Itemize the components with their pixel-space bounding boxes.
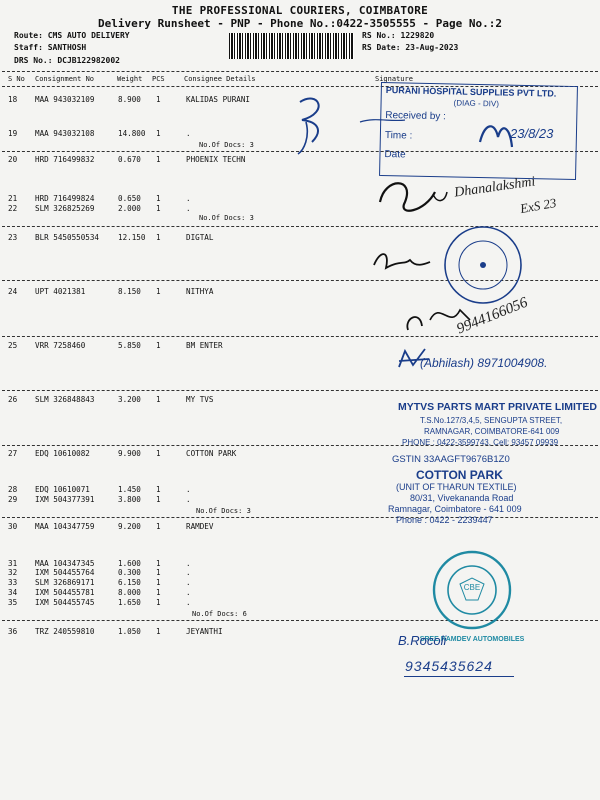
row-weight: 9.900: [118, 449, 141, 458]
row-weight: 0.670: [118, 155, 141, 164]
row-consignment-no: HRD 716499832: [35, 155, 95, 164]
row-consignment-no: HRD 716499824: [35, 194, 95, 203]
row-weight: 8.150: [118, 287, 141, 296]
row-consignee: JEYANTHI: [186, 627, 223, 636]
row-weight: 5.850: [118, 341, 141, 350]
mytvs-stamp-title: MYTVS PARTS MART PRIVATE LIMITED: [398, 401, 597, 413]
row-pcs: 1: [156, 495, 161, 504]
row-pcs: 1: [156, 155, 161, 164]
row-consignment-no: EDQ 10610071: [35, 485, 90, 494]
handwritten-phone: 9944166056: [454, 294, 531, 338]
row-serial: 30: [8, 522, 18, 531]
cotton-stamp-title: COTTON PARK: [416, 468, 503, 482]
handwritten-name: Dhanalakshmi: [453, 174, 537, 201]
signature-underline: [404, 676, 514, 677]
row-serial: 33: [8, 578, 18, 587]
row-consignee: .: [186, 588, 191, 597]
row-consignment-no: SLM 326869171: [35, 578, 95, 587]
stamp-received-label: Received by :: [385, 110, 446, 123]
route-label: Route: CMS AUTO DELIVERY: [14, 31, 130, 40]
row-serial: 31: [8, 559, 18, 568]
row-consignee: .: [186, 194, 191, 203]
row-weight: 12.150: [118, 233, 146, 242]
row-pcs: 1: [156, 395, 161, 404]
handwritten-signature-36: B.Rocoli: [398, 633, 447, 648]
row-pcs: 1: [156, 194, 161, 203]
row-consignment-no: IXM 504377391: [35, 495, 95, 504]
row-serial: 23: [8, 233, 18, 242]
row-serial: 21: [8, 194, 18, 203]
barcode: [229, 33, 354, 59]
stamp-company: PURANI HOSPITAL SUPPLIES PVT LTD.: [385, 85, 557, 99]
col-signature: Signature: [375, 75, 413, 83]
row-pcs: 1: [156, 522, 161, 531]
row-weight: 0.300: [118, 568, 141, 577]
row-pcs: 1: [156, 578, 161, 587]
rs-number: RS No.: 1229820: [362, 31, 435, 40]
col-weight: Weight: [117, 75, 143, 83]
row-pcs: 1: [156, 95, 161, 104]
col-consignee: Consignee Details: [184, 75, 256, 83]
row-serial: 34: [8, 588, 18, 597]
row-pcs: 1: [156, 598, 161, 607]
row-consignee: NITHYA: [186, 287, 214, 296]
row-weight: 3.800: [118, 495, 141, 504]
docs-count: No.Of Docs: 3: [196, 507, 251, 515]
row-consignment-no: MAA 104347345: [35, 559, 95, 568]
mytvs-stamp-phone: PHONE : 0422-3599743, Cell: 93457 09939: [402, 438, 559, 447]
row-serial: 19: [8, 129, 18, 138]
row-pcs: 1: [156, 627, 161, 636]
row-weight: 3.200: [118, 395, 141, 404]
row-consignee: MY TVS: [186, 395, 214, 404]
row-consignment-no: IXM 504455745: [35, 598, 95, 607]
row-weight: 6.150: [118, 578, 141, 587]
row-consignee: KALIDAS PURANI: [186, 95, 251, 104]
row-weight: 14.800: [118, 129, 146, 138]
row-consignee: BM ENTER: [186, 341, 223, 350]
company-title: THE PROFESSIONAL COURIERS, COIMBATORE: [171, 4, 429, 17]
row-consignee: PHOENIX TECHN: [186, 155, 246, 164]
row-pcs: 1: [156, 588, 161, 597]
row-consignment-no: UPT 4021381: [35, 287, 86, 296]
row-consignee: DIGTAL: [186, 233, 214, 242]
col-consignment: Consignment No: [35, 75, 95, 83]
row-serial: 25: [8, 341, 18, 350]
handwritten-contact: (Abhilash) 8971004908.: [420, 356, 548, 370]
handwritten-note: ExS 23: [518, 194, 558, 217]
handwritten-phone-36: 9345435624: [405, 658, 493, 674]
row-consignee: .: [186, 485, 191, 494]
row-serial: 29: [8, 495, 18, 504]
row-serial: 36: [8, 627, 18, 636]
row-serial: 20: [8, 155, 18, 164]
row-serial: 28: [8, 485, 18, 494]
row-pcs: 1: [156, 233, 161, 242]
row-pcs: 1: [156, 341, 161, 350]
row-weight: 0.650: [118, 194, 141, 203]
row-serial: 26: [8, 395, 18, 404]
cotton-stamp-gstin: GSTIN 33AAGFT9676B1Z0: [392, 454, 510, 465]
row-consignment-no: SLM 326825269: [35, 204, 95, 213]
row-pcs: 1: [156, 559, 161, 568]
divider: [2, 71, 598, 72]
row-serial: 32: [8, 568, 18, 577]
cotton-stamp-unit: (UNIT OF THARUN TEXTILE): [396, 482, 517, 492]
stamp-time-label: Time :: [384, 130, 413, 142]
divider: [2, 390, 598, 391]
row-weight: 9.200: [118, 522, 141, 531]
row-pcs: 1: [156, 485, 161, 494]
col-pcs: PCS: [152, 75, 165, 83]
row-consignment-no: EDQ 10610082: [35, 449, 90, 458]
col-sno: S No: [8, 75, 25, 83]
drs-number: DRS No.: DCJB122982002: [14, 56, 120, 65]
row-weight: 1.050: [118, 627, 141, 636]
row-serial: 35: [8, 598, 18, 607]
mytvs-stamp-city: RAMNAGAR, COIMBATORE-641 009: [424, 427, 560, 436]
row-consignment-no: BLR 5450550534: [35, 233, 100, 242]
row-consignee: .: [186, 578, 191, 587]
stamp-division: (DIAG - DIV): [453, 98, 500, 109]
handwritten-date: 23/8/23: [510, 126, 554, 141]
docs-count: No.Of Docs: 3: [199, 141, 254, 149]
row-consignee: RAMDEV: [186, 522, 214, 531]
cotton-stamp-city: Ramnagar, Coimbatore - 641 009: [388, 504, 522, 514]
row-consignee: .: [186, 559, 191, 568]
row-serial: 22: [8, 204, 18, 213]
ramdev-stamp-name: SREE RAMDEV AUTOMOBILES: [419, 636, 525, 643]
row-consignment-no: MAA 943032109: [35, 95, 95, 104]
cotton-stamp-phone: Phone : 0422 - 2239447: [396, 515, 493, 525]
stamp-date-label: Date: [384, 149, 406, 161]
docs-count: No.Of Docs: 3: [199, 214, 254, 222]
divider: [2, 517, 598, 518]
row-weight: 8.000: [118, 588, 141, 597]
row-serial: 24: [8, 287, 18, 296]
row-weight: 8.900: [118, 95, 141, 104]
mytvs-stamp-address: T.S.No.127/3,4,5, SENGUPTA STREET,: [420, 416, 563, 425]
docs-count: No.Of Docs: 6: [192, 610, 247, 618]
row-consignment-no: MAA 104347759: [35, 522, 95, 531]
row-weight: 2.000: [118, 204, 141, 213]
row-pcs: 1: [156, 204, 161, 213]
row-pcs: 1: [156, 287, 161, 296]
row-consignment-no: TRZ 240559810: [35, 627, 95, 636]
row-consignee: .: [186, 129, 191, 138]
row-consignee: .: [186, 568, 191, 577]
cotton-stamp-address: 80/31, Vivekananda Road: [410, 493, 514, 503]
row-serial: 27: [8, 449, 18, 458]
rs-date: RS Date: 23-Aug-2023: [362, 43, 459, 52]
staff-label: Staff: SANTHOSH: [14, 43, 87, 52]
row-consignment-no: VRR 7258460: [35, 341, 86, 350]
row-consignee: .: [186, 495, 191, 504]
row-consignee: COTTON PARK: [186, 449, 237, 458]
row-consignment-no: SLM 326848843: [35, 395, 95, 404]
row-consignee: .: [186, 204, 191, 213]
runsheet-subtitle: Delivery Runsheet - PNP - Phone No.:0422-3505555 - Page No.:2: [98, 17, 502, 30]
row-consignment-no: IXM 504455781: [35, 588, 95, 597]
row-consignee: .: [186, 598, 191, 607]
row-pcs: 1: [156, 568, 161, 577]
row-pcs: 1: [156, 449, 161, 458]
row-weight: 1.450: [118, 485, 141, 494]
row-weight: 1.600: [118, 559, 141, 568]
row-consignment-no: IXM 504455764: [35, 568, 95, 577]
row-pcs: 1: [156, 129, 161, 138]
row-consignment-no: MAA 943032108: [35, 129, 95, 138]
ramdev-stamp-center: CBE: [463, 583, 481, 592]
row-serial: 18: [8, 95, 18, 104]
row-weight: 1.650: [118, 598, 141, 607]
